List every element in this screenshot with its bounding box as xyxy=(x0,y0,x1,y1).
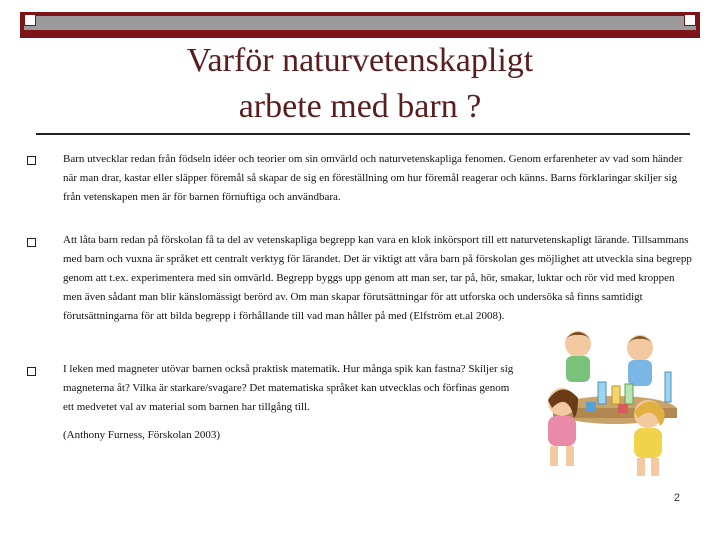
bullet-text-2: Att låta barn redan på förskolan få ta del av vetenskapliga begrepp kan vara en klok inkörsport till ett naturvetenskapligt lärande. Tillsammans med barn och vuxna är språket ett centralt verktyg för lärandet. Det är viktigt att våra barn på förskolan ges möjlighet att utveckla sina begrepp genom att t.ex. experimentera med sin omvärld. Begrepp byggs upp genom att man ser, tar på, hör, smakar, luktar och rör vid med kroppen men även sådant man blir känslomässigt berörd av. Om man skapar förutsättningar för att utforska och undersöka så finns samtidigt förutsättningarna för att bilda begrepp i förhållande till vad man håller på med (Elfström et.al 2008). xyxy=(63,234,692,322)
page-number: 2 xyxy=(673,492,680,504)
header-square-right-icon xyxy=(684,14,696,26)
header-square-left-icon xyxy=(24,14,36,26)
bullet-square-icon xyxy=(27,238,36,247)
slide-title xyxy=(60,38,660,130)
bullet-square-icon xyxy=(27,367,36,376)
title-divider xyxy=(36,133,690,135)
header-band xyxy=(20,12,700,38)
bullet-text-3: I leken med magneter utövar barnen också praktisk matematik. Hur många spik kan fastna? Skiljer sig magneterna åt? Vilka är starkare/svagare? Det matematiska språket kan utvecklas och förfinas genom ett medvetet val av material som barnen har tillgång till. xyxy=(63,363,514,413)
header-band-inner xyxy=(24,16,696,30)
citation: (Anthony Furness, Förskolan 2003) xyxy=(63,429,221,441)
children-experimenting-illustration xyxy=(520,322,710,482)
bullet-text-1: Barn utvecklar redan från födseln idéer och teorier om sin omvärld och naturvetenskapliga fenomen. Genom erfarenheter av vad som händer när man drar, kastar eller släpper föremål så skapar de sig en föreställning om hur föremål reagerar och känns. Barns förklaringar skiljer sig från vetenskapen men är för barnen förnuftiga och användbara. xyxy=(63,153,683,203)
bullet-square-icon xyxy=(27,156,36,165)
title-line-2: arbete med barn ? xyxy=(238,88,482,125)
title-line-1: Varför naturvetenskapligt xyxy=(186,42,534,79)
